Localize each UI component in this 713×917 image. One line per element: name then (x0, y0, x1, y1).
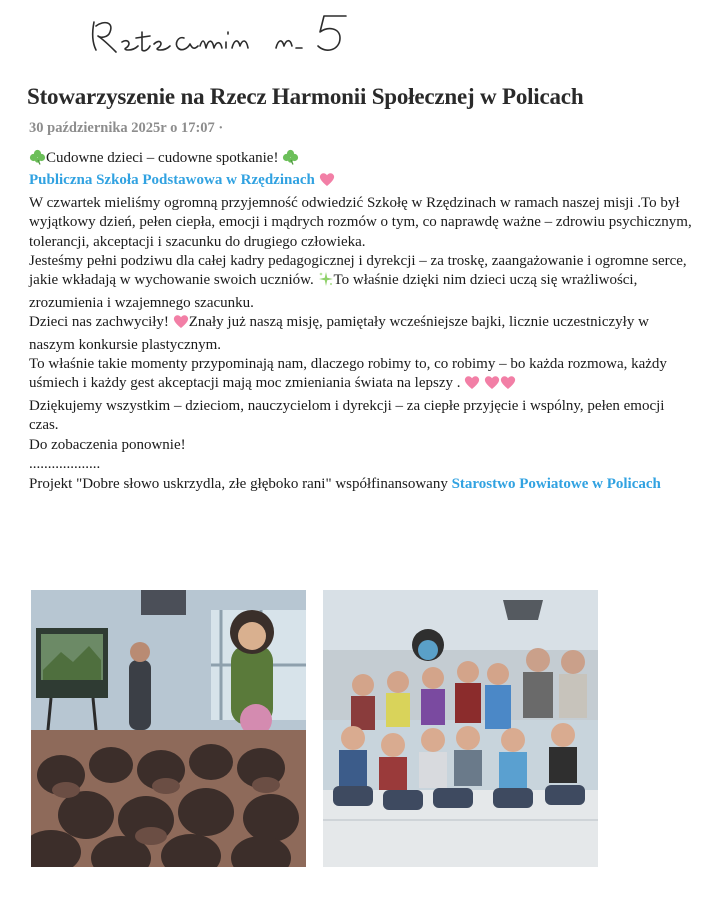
starostwo-link[interactable]: Starostwo Powiatowe w Policach (451, 475, 661, 492)
paragraph-staff (29, 252, 694, 313)
pink-heart-icon (484, 375, 500, 396)
pink-heart-icon (319, 172, 335, 193)
headline-text: Cudowne dzieci – cudowne spotkanie! (46, 150, 279, 166)
handwritten-note (88, 8, 378, 60)
post-date[interactable]: 30 października 2025r o 17:07 · (29, 120, 224, 136)
separator-dots: ................... (29, 456, 101, 473)
project-text: Projekt "Dobre słowo uskrzydla, złe głęboko rani" współfinansowany (29, 475, 448, 492)
paragraph-thanks: Dziękujemy wszystkim – dzieciom, nauczycielom i dyrekcji – za ciepłe przyjęcie i wspólny, pełen emocji czas. (29, 397, 665, 434)
pink-heart-icon (500, 375, 516, 396)
paragraph-moments (29, 355, 694, 397)
paragraph-farewell: Do zobaczenia ponownie! (29, 436, 186, 453)
clover-icon (29, 149, 46, 171)
paragraph-moments-text: To właśnie takie momenty przypominają nam, dlaczego robimy to, co robimy – bo każda rozmowa, każdy uśmiech i każdy gest akceptacji mają moc zmieniania świata na lepszy . (29, 356, 667, 392)
school-link[interactable]: Publiczna Szkoła Podstawowa w Rzędzinach (29, 172, 315, 189)
photo-group[interactable] (323, 590, 598, 867)
sparkle-icon (318, 271, 334, 293)
clover-icon (282, 149, 299, 171)
pink-heart-icon (173, 314, 189, 335)
paragraph-children-b: Znały już naszą misję, pamiętały wcześniejsze bajki, licznie uczestniczyły w naszym konkursie plastycznym. (29, 314, 649, 353)
paragraph-staff-a: Jesteśmy pełni podziwu dla całej kadry pedagogicznej i dyrekcji – za troskę, zaangażowanie i ogromne serce, jakie wkładają w wychowanie swoich uczniów. (29, 253, 687, 289)
pink-heart-icon (464, 375, 480, 396)
paragraph-children-a: Dzieci nas zachwyciły! (29, 314, 169, 331)
post-title: Stowarzyszenie na Rzecz Harmonii Społecznej w Policach (27, 84, 584, 109)
project-line (29, 475, 694, 494)
photo-classroom[interactable] (31, 590, 306, 867)
post-body (29, 149, 694, 494)
paragraph-visit: W czwartek mieliśmy ogromną przyjemność odwiedzić Szkołę w Rzędzinach w ramach naszej misji .To był wyjątkowy dzień, pełen ciepła, emocji i mądrych rozmów o tym, co naprawdę ważne – zdrowiu psychicznym, tolerancji, akceptacji i szacunku do drugiego człowieka. (29, 194, 692, 250)
paragraph-children (29, 313, 694, 355)
school-line (29, 171, 694, 193)
paragraph-staff-b: To właśnie dzięki nim dzieci uczą się wrażliwości, zrozumienia i wzajemnego szacunku. (29, 272, 638, 311)
headline-line (29, 149, 694, 171)
